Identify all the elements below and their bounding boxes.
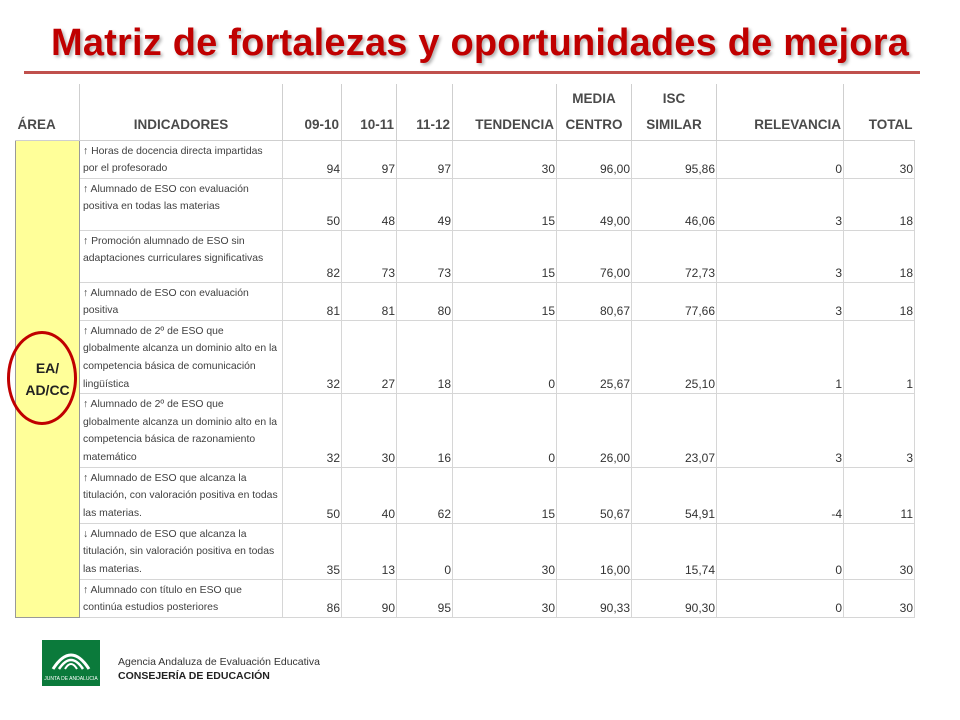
header-relevancia: RELEVANCIA <box>717 84 844 140</box>
value-cell-y1112: 97 <box>397 140 453 178</box>
junta-andalucia-logo <box>42 640 100 686</box>
value-cell-y1112: 80 <box>397 282 453 320</box>
value-cell-isc: 90,30 <box>632 579 717 617</box>
value-cell-tendencia: 15 <box>453 178 557 230</box>
value-cell-y1112: 73 <box>397 230 453 282</box>
value-cell-y1011: 40 <box>342 467 397 523</box>
table-row <box>16 140 915 178</box>
area-cell <box>16 140 80 617</box>
value-cell-y0910: 82 <box>283 230 342 282</box>
value-cell-media: 96,00 <box>557 140 632 178</box>
value-cell-isc: 77,66 <box>632 282 717 320</box>
value-cell-total: 3 <box>844 394 915 467</box>
value-cell-tendencia: 0 <box>453 394 557 467</box>
value-cell-media: 80,67 <box>557 282 632 320</box>
agency-name: Agencia Andaluza de Evaluación Educativa <box>118 656 320 668</box>
area-label-line2: AD/CC <box>25 381 70 398</box>
value-cell-y0910: 35 <box>283 523 342 579</box>
value-cell-isc: 72,73 <box>632 230 717 282</box>
value-cell-y0910: 86 <box>283 579 342 617</box>
header-media-centro-line1: MEDIA <box>572 90 616 106</box>
header-media-centro-line2: CENTRO <box>565 116 623 132</box>
indicator-cell: ↑ Horas de docencia directa impartidas por el profesorado <box>80 140 283 178</box>
matrix-table <box>15 84 915 618</box>
value-cell-y1011: 97 <box>342 140 397 178</box>
indicator-cell: ↑ Alumnado de 2º de ESO que globalmente alcanza un dominio alto en la competencia básica de razonamiento matemático <box>80 394 283 467</box>
value-cell-tendencia: 0 <box>453 320 557 393</box>
value-cell-y1112: 0 <box>397 523 453 579</box>
indicator-cell: ↓ Alumnado de ESO que alcanza la titulación, sin valoración positiva en todas las materias. <box>80 523 283 579</box>
header-isc-similar-line1: ISC <box>662 90 686 106</box>
value-cell-y0910: 50 <box>283 178 342 230</box>
value-cell-media: 50,67 <box>557 467 632 523</box>
value-cell-total: 18 <box>844 230 915 282</box>
value-cell-tendencia: 30 <box>453 579 557 617</box>
value-cell-isc: 95,86 <box>632 140 717 178</box>
value-cell-isc: 15,74 <box>632 523 717 579</box>
value-cell-y1011: 30 <box>342 394 397 467</box>
table-row <box>16 230 915 282</box>
value-cell-total: 18 <box>844 282 915 320</box>
value-cell-y1112: 62 <box>397 467 453 523</box>
value-cell-relevancia: 3 <box>717 282 844 320</box>
value-cell-y1011: 81 <box>342 282 397 320</box>
value-cell-isc: 23,07 <box>632 394 717 467</box>
value-cell-tendencia: 15 <box>453 282 557 320</box>
value-cell-y0910: 50 <box>283 467 342 523</box>
value-cell-relevancia: 0 <box>717 523 844 579</box>
indicator-cell: ↑ Alumnado de ESO con evaluación positiva en todas las materias <box>80 178 283 230</box>
table-row <box>16 467 915 523</box>
value-cell-y1011: 90 <box>342 579 397 617</box>
value-cell-tendencia: 15 <box>453 230 557 282</box>
value-cell-y0910: 81 <box>283 282 342 320</box>
value-cell-relevancia: 3 <box>717 230 844 282</box>
value-cell-y1011: 48 <box>342 178 397 230</box>
value-cell-y0910: 32 <box>283 394 342 467</box>
value-cell-y1112: 16 <box>397 394 453 467</box>
value-cell-total: 30 <box>844 140 915 178</box>
value-cell-total: 1 <box>844 320 915 393</box>
header-1112: 11-12 <box>397 84 453 140</box>
header-media-centro <box>557 84 632 140</box>
table-row <box>16 178 915 230</box>
value-cell-tendencia: 15 <box>453 467 557 523</box>
indicator-cell: ↑ Promoción alumnado de ESO sin adaptaciones curriculares significativas <box>80 230 283 282</box>
value-cell-isc: 25,10 <box>632 320 717 393</box>
consejeria-name: CONSEJERÍA DE EDUCACIÓN <box>118 670 270 682</box>
header-indicadores: INDICADORES <box>80 84 283 140</box>
table-row <box>16 523 915 579</box>
value-cell-relevancia: 3 <box>717 394 844 467</box>
slide-title: Matriz de fortalezas y oportunidades de mejora <box>50 22 910 64</box>
value-cell-media: 16,00 <box>557 523 632 579</box>
value-cell-media: 49,00 <box>557 178 632 230</box>
arch-icon <box>50 647 92 671</box>
value-cell-relevancia: 3 <box>717 178 844 230</box>
value-cell-relevancia: -4 <box>717 467 844 523</box>
value-cell-tendencia: 30 <box>453 523 557 579</box>
value-cell-relevancia: 1 <box>717 320 844 393</box>
table-row <box>16 394 915 467</box>
area-label-line1: EA/ <box>35 359 60 376</box>
value-cell-media: 90,33 <box>557 579 632 617</box>
header-isc-similar-line2: SIMILAR <box>646 116 702 132</box>
header-total: TOTAL <box>844 84 915 140</box>
indicator-cell: ↑ Alumnado de ESO que alcanza la titulación, con valoración positiva en todas las materias. <box>80 467 283 523</box>
value-cell-y1112: 95 <box>397 579 453 617</box>
value-cell-isc: 54,91 <box>632 467 717 523</box>
value-cell-y1112: 49 <box>397 178 453 230</box>
value-cell-relevancia: 0 <box>717 579 844 617</box>
value-cell-total: 30 <box>844 579 915 617</box>
table-row <box>16 579 915 617</box>
value-cell-media: 76,00 <box>557 230 632 282</box>
value-cell-y1011: 73 <box>342 230 397 282</box>
highlight-circle <box>7 331 77 425</box>
value-cell-total: 11 <box>844 467 915 523</box>
title-underline <box>24 71 920 74</box>
value-cell-total: 18 <box>844 178 915 230</box>
value-cell-total: 30 <box>844 523 915 579</box>
value-cell-y1112: 18 <box>397 320 453 393</box>
header-isc-similar <box>632 84 717 140</box>
logo-caption: JUNTA DE ANDALUCIA <box>44 676 98 682</box>
value-cell-y0910: 94 <box>283 140 342 178</box>
indicator-cell: ↑ Alumnado de 2º de ESO que globalmente alcanza un dominio alto en la competencia básica de comunicación lingüística <box>80 320 283 393</box>
value-cell-y1011: 13 <box>342 523 397 579</box>
header-0910: 09-10 <box>283 84 342 140</box>
header-tendencia: TENDENCIA <box>453 84 557 140</box>
header-area: ÁREA <box>16 84 80 140</box>
value-cell-relevancia: 0 <box>717 140 844 178</box>
table-row <box>16 320 915 393</box>
header-1011: 10-11 <box>342 84 397 140</box>
value-cell-tendencia: 30 <box>453 140 557 178</box>
indicator-cell: ↑ Alumnado con título en ESO que continúa estudios posteriores <box>80 579 283 617</box>
value-cell-y1011: 27 <box>342 320 397 393</box>
value-cell-media: 25,67 <box>557 320 632 393</box>
table-row <box>16 282 915 320</box>
value-cell-y0910: 32 <box>283 320 342 393</box>
value-cell-isc: 46,06 <box>632 178 717 230</box>
indicator-cell: ↑ Alumnado de ESO con evaluación positiva <box>80 282 283 320</box>
value-cell-media: 26,00 <box>557 394 632 467</box>
